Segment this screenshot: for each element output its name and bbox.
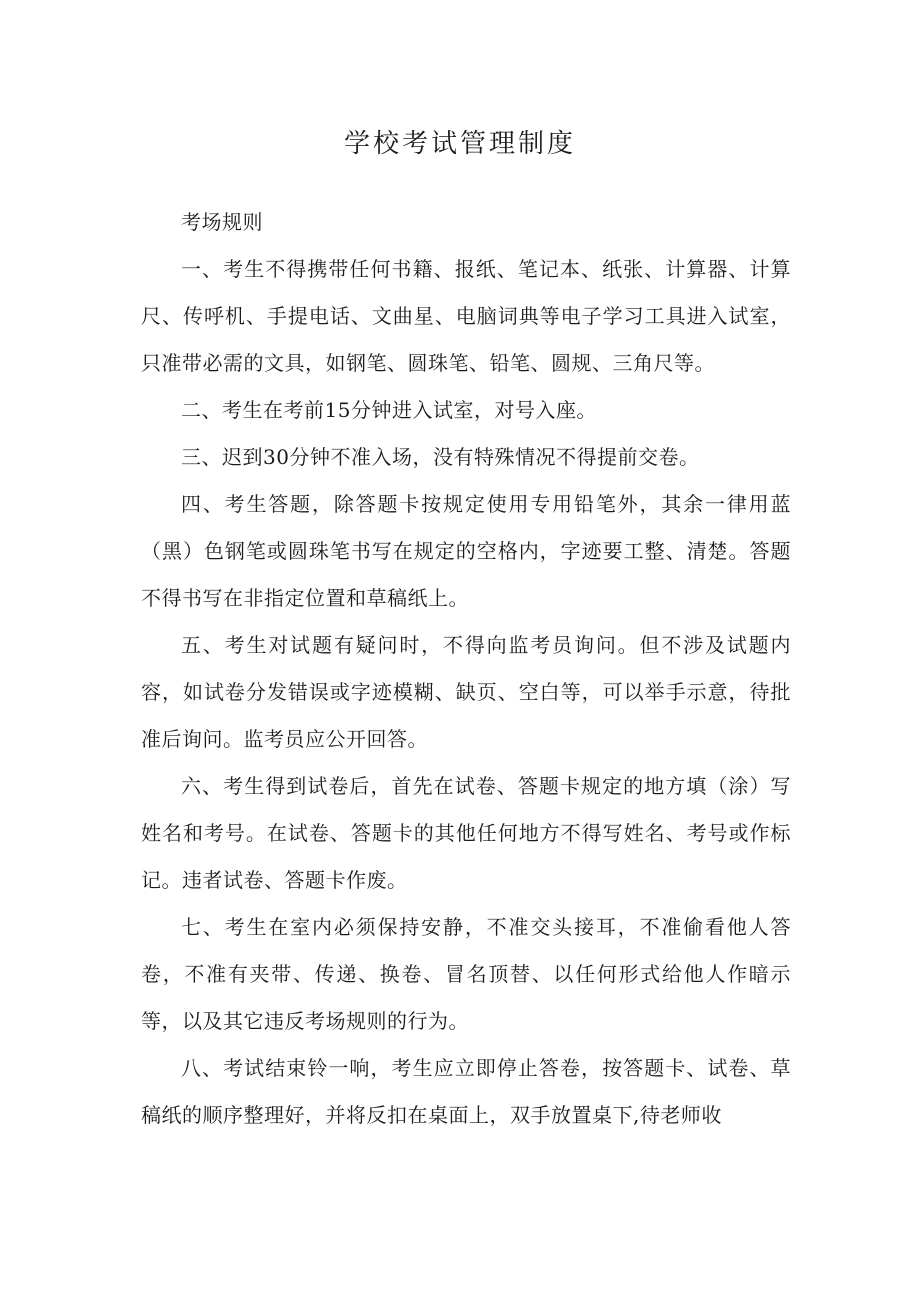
rule-paragraph-4: 四、考生答题，除答题卡按规定使用专用铅笔外，其余一律用蓝（黑）色钢笔或圆珠笔书写在规定的空格内，字迹要工整、清楚。答题不得书写在非指定位置和草稿纸上。 <box>141 492 791 610</box>
rule-paragraph-5: 五、考生对试题有疑问时，不得向监考员询问。但不涉及试题内容，如试卷分发错误或字迹模糊、缺页、空白等，可以举手示意，待批准后询问。监考员应公开回答。 <box>141 633 791 751</box>
document-body <box>141 199 791 1139</box>
rule-paragraph-3: 三、迟到30分钟不准入场，没有特殊情况不得提前交卷。 <box>181 445 700 469</box>
section-heading: 考场规则 <box>181 210 263 234</box>
rule-paragraph-1: 一、考生不得携带任何书籍、报纸、笔记本、纸张、计算器、计算尺、传呼机、手提电话、文曲星、电脑词典等电子学习工具进入试室，只准带必需的文具，如钢笔、圆珠笔、铅笔、圆规、三角尺等。 <box>141 257 791 375</box>
rule-paragraph-7: 七、考生在室内必须保持安静，不准交头接耳，不准偷看他人答卷，不准有夹带、传递、换卷、冒名顶替、以任何形式给他人作暗示等，以及其它违反考场规则的行为。 <box>141 915 791 1033</box>
document-title: 学校考试管理制度 <box>343 129 576 159</box>
rule-paragraph-6: 六、考生得到试卷后，首先在试卷、答题卡规定的地方填（涂）写姓名和考号。在试卷、答题卡的其他任何地方不得写姓名、考号或作标记。违者试卷、答题卡作废。 <box>141 774 791 892</box>
rule-paragraph-2: 二、考生在考前15分钟进入试室，对号入座。 <box>181 398 597 422</box>
rule-paragraph-8: 八、考试结束铃一响，考生应立即停止答卷，按答题卡、试卷、草稿纸的顺序整理好，并将反扣在桌面上，双手放置桌下,待老师收 <box>141 1056 791 1127</box>
